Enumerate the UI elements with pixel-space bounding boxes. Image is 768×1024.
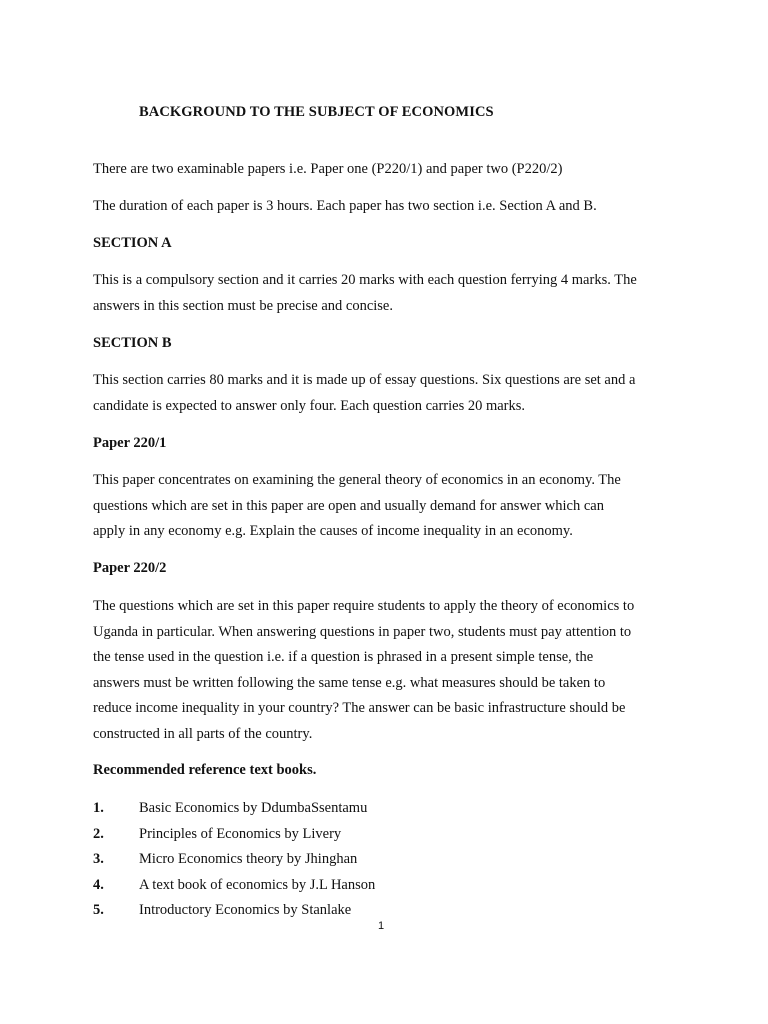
paper-2-line: Uganda in particular. When answering questions in paper two, students must pay attention to [93, 623, 632, 640]
list-number: 4. [93, 876, 104, 893]
paper-1-line: apply in any economy e.g. Explain the causes of income inequality in an economy. [93, 523, 573, 539]
section-a-heading: SECTION A [93, 235, 172, 251]
paper-2-line: answers must be written following the same tense e.g. what measures should be taken to [93, 674, 606, 691]
reference-book-list [93, 796, 653, 924]
list-item [93, 873, 653, 899]
book-title: Basic Economics by DdumbaSsentamu [139, 800, 368, 816]
intro-paragraph-1 [93, 157, 693, 183]
book-title: Introductory Economics by Stanlake [139, 902, 352, 918]
section-a-line: answers in this section must be precise and concise. [93, 297, 393, 314]
list-item [93, 898, 653, 924]
paper-1-line: This paper concentrates on examining the general theory of economics in an economy. The [93, 472, 621, 488]
intro-line: There are two examinable papers i.e. Paper one (P220/1) and paper two (P220/2) [93, 161, 563, 177]
page-number: 1 [378, 920, 385, 932]
book-title: A text book of economics by J.L Hanson [139, 876, 376, 893]
paper-2-line: the tense used in the question i.e. if a question is phrased in a present simple tense, the [93, 649, 594, 665]
list-number: 2. [93, 825, 104, 842]
paper-2-paragraph [93, 594, 693, 747]
section-b-line: This section carries 80 marks and it is made up of essay questions. Six questions are set and a [93, 372, 636, 388]
paper-1-line: questions which are set in this paper are open and usually demand for answer which can [93, 497, 604, 514]
list-item [93, 822, 653, 848]
intro-paragraph-2 [93, 194, 693, 220]
book-title: Principles of Economics by Livery [139, 825, 342, 842]
paper-2-line: reduce income inequality in your country? The answer can be basic infrastructure should be [93, 700, 626, 716]
section-a-paragraph [93, 268, 693, 319]
paper-1-paragraph [93, 468, 693, 545]
intro-line: The duration of each paper is 3 hours. Each paper has two section i.e. Section A and B. [93, 198, 597, 214]
section-b-line: candidate is expected to answer only four. Each question carries 20 marks. [93, 397, 526, 414]
section-b-heading: SECTION B [93, 335, 172, 351]
paper-2-line: The questions which are set in this paper require students to apply the theory of economics to [93, 598, 635, 614]
list-item [93, 796, 653, 822]
book-title: Micro Economics theory by Jhinghan [139, 851, 358, 867]
references-heading: Recommended reference text books. [93, 762, 317, 778]
section-b-paragraph [93, 368, 693, 419]
list-number: 3. [93, 851, 104, 867]
paper-1-heading: Paper 220/1 [93, 435, 167, 451]
list-number: 1. [93, 800, 104, 816]
document-title: BACKGROUND TO THE SUBJECT OF ECONOMICS [139, 104, 494, 120]
section-a-line: This is a compulsory section and it carries 20 marks with each question ferrying 4 marks. The [93, 272, 637, 288]
paper-2-line: constructed in all parts of the country. [93, 725, 313, 742]
paper-2-heading: Paper 220/2 [93, 560, 167, 576]
list-item [93, 847, 653, 873]
list-number: 5. [93, 902, 104, 918]
